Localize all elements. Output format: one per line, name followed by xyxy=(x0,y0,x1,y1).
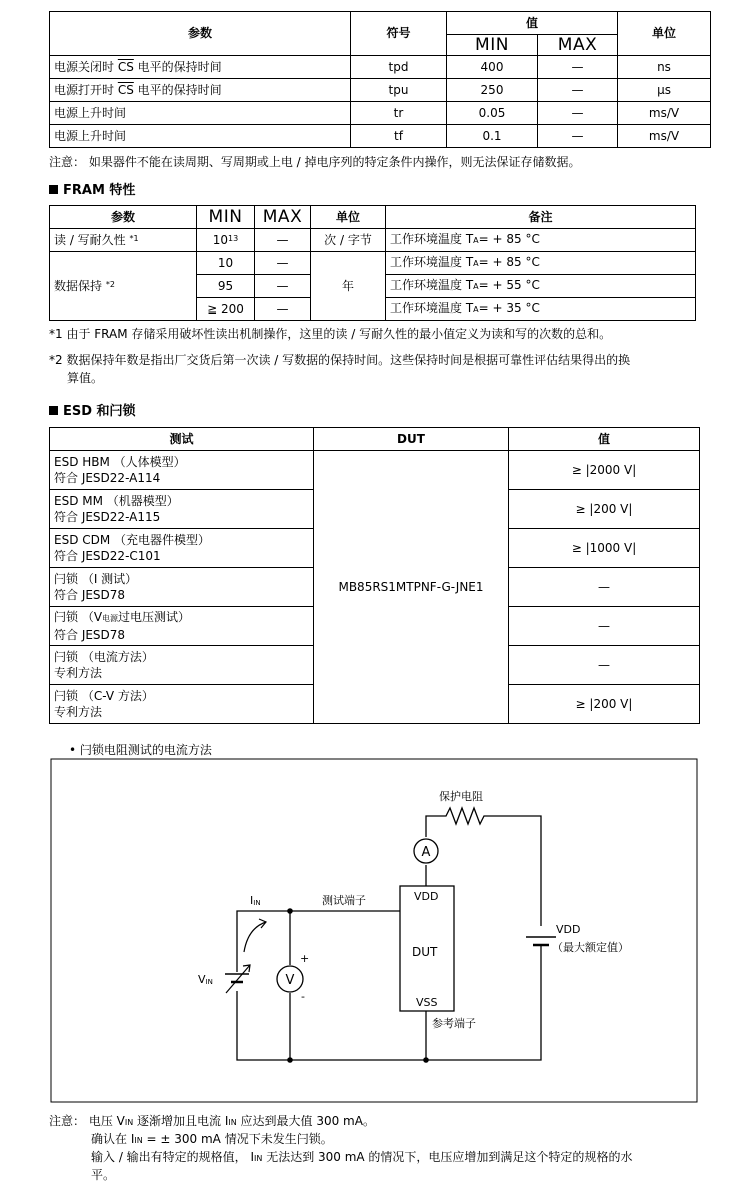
header-max: MAX xyxy=(538,35,618,56)
vdd-label: VDD xyxy=(556,923,581,936)
plus-sign: + xyxy=(300,952,310,965)
diagram-title: • 闩锁电阻测试的电流方法 xyxy=(69,743,212,757)
esd-heading: ESD 和闩锁 xyxy=(49,400,136,419)
min-cell: 95 xyxy=(197,275,255,298)
test-cell: 闩锁 （电流方法） 专利方法 xyxy=(50,646,314,685)
remark-cell: 工作环境温度 TA= + 85 °C xyxy=(386,229,696,252)
note-1: 注意： 如果器件不能在读周期、写周期或上电 / 掉电序列的特定条件内操作，则无法保证存储数据。 xyxy=(49,155,581,169)
test-terminal-label: 测试端子 xyxy=(322,894,366,907)
max-cell: — xyxy=(538,102,618,125)
test-cell: ESD MM （机器模型） 符合 JESD22-A115 xyxy=(50,490,314,529)
protection-resistor-label: 保护电阻 xyxy=(439,790,483,803)
min-cell: $10^{13}$ xyxy=(197,229,255,252)
junction-dot xyxy=(287,1057,293,1063)
min-cell: 0.05 xyxy=(447,102,538,125)
bottom-note-line-3: 输入 / 输出有特定的规格值， IIN 无法达到 300 mA 的情况下，电压应增加到满足这个特定的规格的水 xyxy=(91,1150,633,1164)
header-unit: 单位 xyxy=(618,12,711,56)
max-cell: — xyxy=(255,252,311,275)
value-cell: — xyxy=(509,646,700,685)
param-cell: 数据保持 $^{*2}$ xyxy=(50,252,197,321)
iin-label: IIN xyxy=(250,894,261,907)
header-min: MIN xyxy=(197,206,255,229)
header-param: 参数 xyxy=(50,12,351,56)
min-cell: 10 xyxy=(197,252,255,275)
symbol-cell: tpu xyxy=(351,79,447,102)
ammeter-symbol: A xyxy=(421,845,431,860)
min-cell: 0.1 xyxy=(447,125,538,148)
header-value: 值 xyxy=(509,428,700,451)
remark-cell: 工作环境温度 TA= + 55 °C xyxy=(386,275,696,298)
footnote-2-line-1: *2 数据保持年数是指出厂交货后第一次读 / 写数据的保持时间。这些保持时间是根据可靠性评估结果得出的换 xyxy=(49,353,631,367)
vin-label: VIN xyxy=(198,973,213,986)
junction-dot xyxy=(287,908,293,914)
value-cell: — xyxy=(509,607,700,646)
footnote-2-line-2: 算值。 xyxy=(67,371,104,385)
header-remarks: 备注 xyxy=(386,206,696,229)
dut-label: DUT xyxy=(412,945,438,959)
bottom-note-line-4: 平。 xyxy=(91,1168,116,1182)
test-cell: 闩锁 （V电源过电压测试） 符合 JESD78 xyxy=(50,607,314,646)
param-cell: 电源关闭时 $\overline{CS}$ 电平的保持时间 xyxy=(50,56,351,79)
min-cell: 250 xyxy=(447,79,538,102)
header-max: MAX xyxy=(255,206,311,229)
param-cell: 电源上升时间 xyxy=(50,102,351,125)
unit-cell: ns xyxy=(618,56,711,79)
header-symbol: 符号 xyxy=(351,12,447,56)
param-cell: 电源打开时 $\overline{CS}$ 电平的保持时间 xyxy=(50,79,351,102)
bottom-note-line-1: 注意： 电压 VIN 逐渐增加且电流 IIN 应达到最大值 300 mA。 xyxy=(49,1114,375,1128)
remark-cell: 工作环境温度 TA= + 35 °C xyxy=(386,298,696,321)
min-cell: 400 xyxy=(447,56,538,79)
max-cell: — xyxy=(255,298,311,321)
symbol-cell: tr xyxy=(351,102,447,125)
footnote-1: *1 由于 FRAM 存储采用破坏性读出机制操作，这里的读 / 写耐久性的最小值定义为读和写的次数的总和。 xyxy=(49,327,612,341)
value-cell: ≥ |2000 V| xyxy=(509,451,700,490)
max-cell: — xyxy=(255,275,311,298)
dut-cell: MB85RS1MTPNF-G-JNE1 xyxy=(314,451,509,724)
voltmeter-symbol: V xyxy=(285,973,295,988)
param-cell: 读 / 写耐久性 $^{*1}$ xyxy=(50,229,197,252)
unit-cell: ms/V xyxy=(618,102,711,125)
dut-vss-pin: VSS xyxy=(416,996,438,1009)
min-cell: ≧ 200 xyxy=(197,298,255,321)
test-cell: 闩锁 （C-V 方法） 专利方法 xyxy=(50,685,314,724)
max-cell: — xyxy=(538,56,618,79)
max-cell: — xyxy=(538,79,618,102)
max-cell: — xyxy=(538,125,618,148)
dut-vdd-pin: VDD xyxy=(414,890,439,903)
test-cell: ESD CDM （充电器件模型） 符合 JESD22-C101 xyxy=(50,529,314,568)
param-cell: 电源上升时间 xyxy=(50,125,351,148)
diagram-frame xyxy=(51,759,697,1102)
header-value: 值 xyxy=(447,12,618,35)
symbol-cell: tpd xyxy=(351,56,447,79)
value-cell: — xyxy=(509,568,700,607)
bottom-note-line-2: 确认在 IIN = ± 300 mA 情况下未发生闩锁。 xyxy=(91,1132,333,1146)
ref-terminal-label: 参考端子 xyxy=(432,1017,476,1030)
header-unit: 单位 xyxy=(311,206,386,229)
unit-cell: 次 / 字节 xyxy=(311,229,386,252)
remark-cell: 工作环境温度 TA= + 85 °C xyxy=(386,252,696,275)
symbol-cell: tf xyxy=(351,125,447,148)
minus-sign: - xyxy=(301,990,305,1003)
max-cell: — xyxy=(255,229,311,252)
value-cell: ≥ |1000 V| xyxy=(509,529,700,568)
header-dut: DUT xyxy=(314,428,509,451)
junction-dot xyxy=(423,1057,429,1063)
test-cell: ESD HBM （人体模型） 符合 JESD22-A114 xyxy=(50,451,314,490)
header-test: 测试 xyxy=(50,428,314,451)
vdd-max-label: （最大额定值） xyxy=(552,941,629,954)
unit-cell: µs xyxy=(618,79,711,102)
value-cell: ≥ |200 V| xyxy=(509,685,700,724)
test-cell: 闩锁 （I 测试） 符合 JESD78 xyxy=(50,568,314,607)
unit-cell: 年 xyxy=(311,252,386,321)
unit-cell: ms/V xyxy=(618,125,711,148)
value-cell: ≥ |200 V| xyxy=(509,490,700,529)
header-param: 参数 xyxy=(50,206,197,229)
header-min: MIN xyxy=(447,35,538,56)
fram-heading: FRAM 特性 xyxy=(49,179,135,198)
